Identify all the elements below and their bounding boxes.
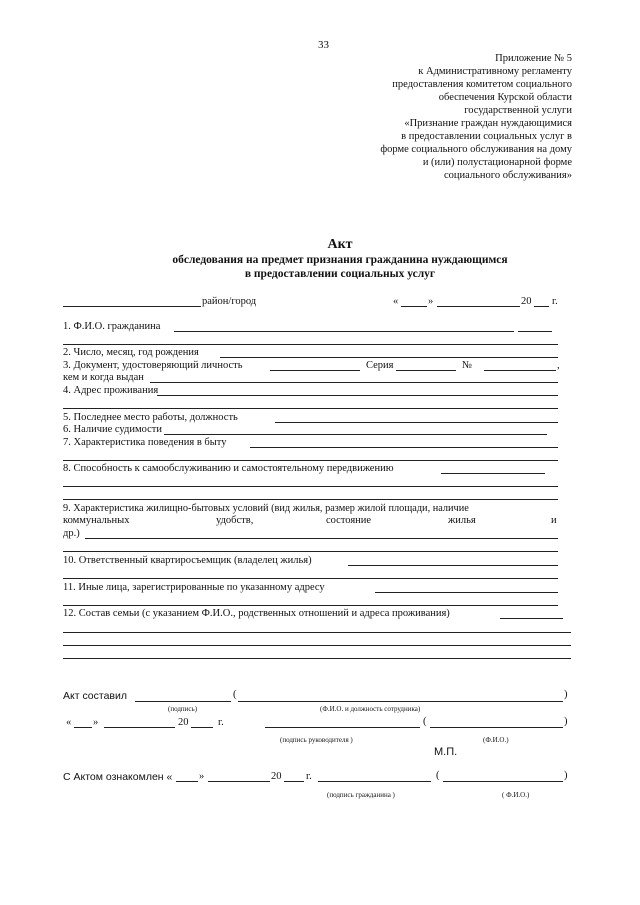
document-title: Акт [327, 237, 353, 252]
field-7-blank[interactable] [250, 447, 558, 448]
compiled-paren-close: ) [564, 689, 568, 700]
district-label: район/город [202, 296, 257, 307]
sig-year-prefix: 20 [178, 717, 189, 728]
sig-month-blank[interactable] [104, 727, 175, 728]
field-10-blank-2[interactable] [63, 578, 558, 579]
field-9-word-1: коммунальных [63, 515, 130, 526]
field-3-issued-label: кем и когда выдан [63, 372, 144, 383]
acq-year-prefix: 20 [271, 771, 282, 782]
acquainted-label: С Актом ознакомлен « [63, 771, 173, 783]
field-4-label: 4. Адрес проживания [63, 385, 159, 396]
field-3-comma: , [557, 360, 560, 371]
field-4-blank-2[interactable] [63, 408, 558, 409]
date-close-quote: » [428, 296, 434, 307]
document-subtitle-line-2: в предоставлении социальных услуг [244, 268, 436, 280]
sig-year-blank[interactable] [191, 727, 213, 728]
field-4-blank[interactable] [157, 395, 558, 396]
acq-year-suffix: г. [306, 771, 312, 782]
appendix-line: форме социального обслуживания на дому [380, 144, 572, 155]
day-blank[interactable] [401, 306, 427, 307]
caption-citizen-signature: (подпись гражданина ) [327, 791, 395, 799]
caption-head-fio: (Ф.И.О.) [483, 736, 509, 744]
appendix-line: государственной услуги [464, 105, 572, 116]
year-suffix: г. [552, 296, 558, 307]
field-3-number-blank[interactable] [484, 370, 556, 371]
field-3-series-label: Серия [366, 360, 394, 371]
acq-day-blank[interactable] [176, 781, 198, 782]
caption-fio-position: (Ф.И.О. и должность сотрудника) [320, 705, 421, 713]
field-3-issued-blank[interactable] [150, 382, 558, 383]
field-5-blank[interactable] [275, 422, 558, 423]
appendix-line: к Административному регламенту [418, 66, 572, 77]
field-9-word-5: и [551, 515, 557, 526]
caption-citizen-fio: ( Ф.И.О.) [502, 791, 530, 799]
month-blank[interactable] [437, 306, 520, 307]
field-9-word-2: удобств, [216, 515, 254, 526]
appendix-line: Приложение № 5 [495, 53, 572, 64]
sig-date-open: « [66, 717, 72, 728]
field-2-blank[interactable] [220, 357, 558, 358]
field-3-number-label: № [462, 360, 473, 371]
appendix-block [380, 52, 572, 182]
compiled-paren-open: ( [233, 689, 237, 700]
appendix-line: предоставления комитетом социального [392, 79, 572, 90]
field-1-label: 1. Ф.И.О. гражданина [63, 321, 161, 332]
field-8-label: 8. Способность к самообслуживанию и самостоятельному передвижению [63, 463, 394, 474]
field-1-blank-2[interactable] [63, 344, 558, 345]
field-12-blank-2[interactable] [63, 632, 571, 633]
field-3-series-blank[interactable] [396, 370, 456, 371]
field-6-label: 6. Наличие судимости [63, 424, 162, 435]
field-1-blank-b[interactable] [518, 331, 552, 332]
year-prefix: 20 [521, 296, 532, 307]
appendix-line: «Признание граждан нуждающимися [404, 118, 572, 129]
head-signature-blank[interactable] [265, 727, 420, 728]
field-6-blank[interactable] [164, 434, 547, 435]
caption-signature: (подпись) [168, 705, 198, 713]
field-5-label: 5. Последнее место работы, должность [63, 412, 238, 423]
field-10-blank[interactable] [348, 565, 558, 566]
acq-paren-open: ( [436, 770, 440, 781]
field-12-blank[interactable] [500, 618, 563, 619]
stamp-label: М.П. [434, 746, 458, 758]
district-blank[interactable] [63, 306, 201, 307]
caption-head-signature: (подпись руководителя ) [280, 736, 353, 744]
field-8-blank-2[interactable] [63, 486, 558, 487]
citizen-fio-blank[interactable] [443, 781, 563, 782]
field-12-blank-3[interactable] [63, 645, 571, 646]
field-9-word-4: жилья [448, 515, 476, 526]
field-3-doc-blank[interactable] [270, 370, 360, 371]
compiled-signature-blank[interactable] [135, 701, 231, 702]
field-10-label: 10. Ответственный квартиросъемщик (владелец жилья) [63, 555, 312, 566]
field-7-blank-2[interactable] [63, 460, 558, 461]
acq-month-blank[interactable] [208, 781, 270, 782]
field-9-line-3: др.) [63, 528, 80, 539]
field-9-word-3: состояние [326, 515, 372, 526]
sig-date-close: » [93, 717, 99, 728]
appendix-line: социального обслуживания» [444, 170, 572, 181]
field-11-label: 11. Иные лица, зарегистрированные по указанному адресу [63, 582, 325, 593]
field-8-blank[interactable] [441, 473, 545, 474]
sig-year-suffix: г. [218, 717, 224, 728]
head-paren-close: ) [564, 716, 568, 727]
field-9-blank[interactable] [85, 538, 558, 539]
page-number: 33 [318, 39, 329, 51]
field-3-label: 3. Документ, удостоверяющий личность [63, 360, 243, 371]
sig-day-blank[interactable] [74, 727, 92, 728]
field-7-label: 7. Характеристика поведения в быту [63, 437, 227, 448]
document-subtitle-line-1: обследования на предмет признания гражданина нуждающимся [172, 254, 508, 266]
field-11-blank-2[interactable] [63, 605, 558, 606]
field-12-label: 12. Состав семьи (с указанием Ф.И.О., родственных отношений и адреса проживания) [63, 608, 450, 619]
compiled-fio-blank[interactable] [238, 701, 563, 702]
acq-year-blank[interactable] [284, 781, 304, 782]
field-9-line-1: 9. Характеристика жилищно-бытовых условий (вид жилья, размер жилой площади, наличие [63, 503, 469, 514]
acq-paren-close: ) [564, 770, 568, 781]
head-paren-open: ( [423, 716, 427, 727]
field-12-blank-4[interactable] [63, 658, 571, 659]
year-blank[interactable] [534, 306, 549, 307]
date-open-quote: « [393, 296, 399, 307]
appendix-line: в предоставлении социальных услуг в [401, 131, 572, 142]
appendix-line: обеспечения Курской области [438, 92, 572, 103]
field-1-blank[interactable] [174, 331, 514, 332]
field-8-blank-3[interactable] [63, 499, 558, 500]
acq-date-close: » [199, 771, 205, 782]
citizen-signature-blank[interactable] [318, 781, 431, 782]
field-11-blank[interactable] [375, 592, 558, 593]
field-9-blank-2[interactable] [63, 551, 558, 552]
head-fio-blank[interactable] [430, 727, 563, 728]
appendix-line: и (или) полустационарной форме [422, 157, 572, 168]
field-2-label: 2. Число, месяц, год рождения [63, 347, 199, 358]
compiled-by-label: Акт составил [63, 690, 127, 702]
